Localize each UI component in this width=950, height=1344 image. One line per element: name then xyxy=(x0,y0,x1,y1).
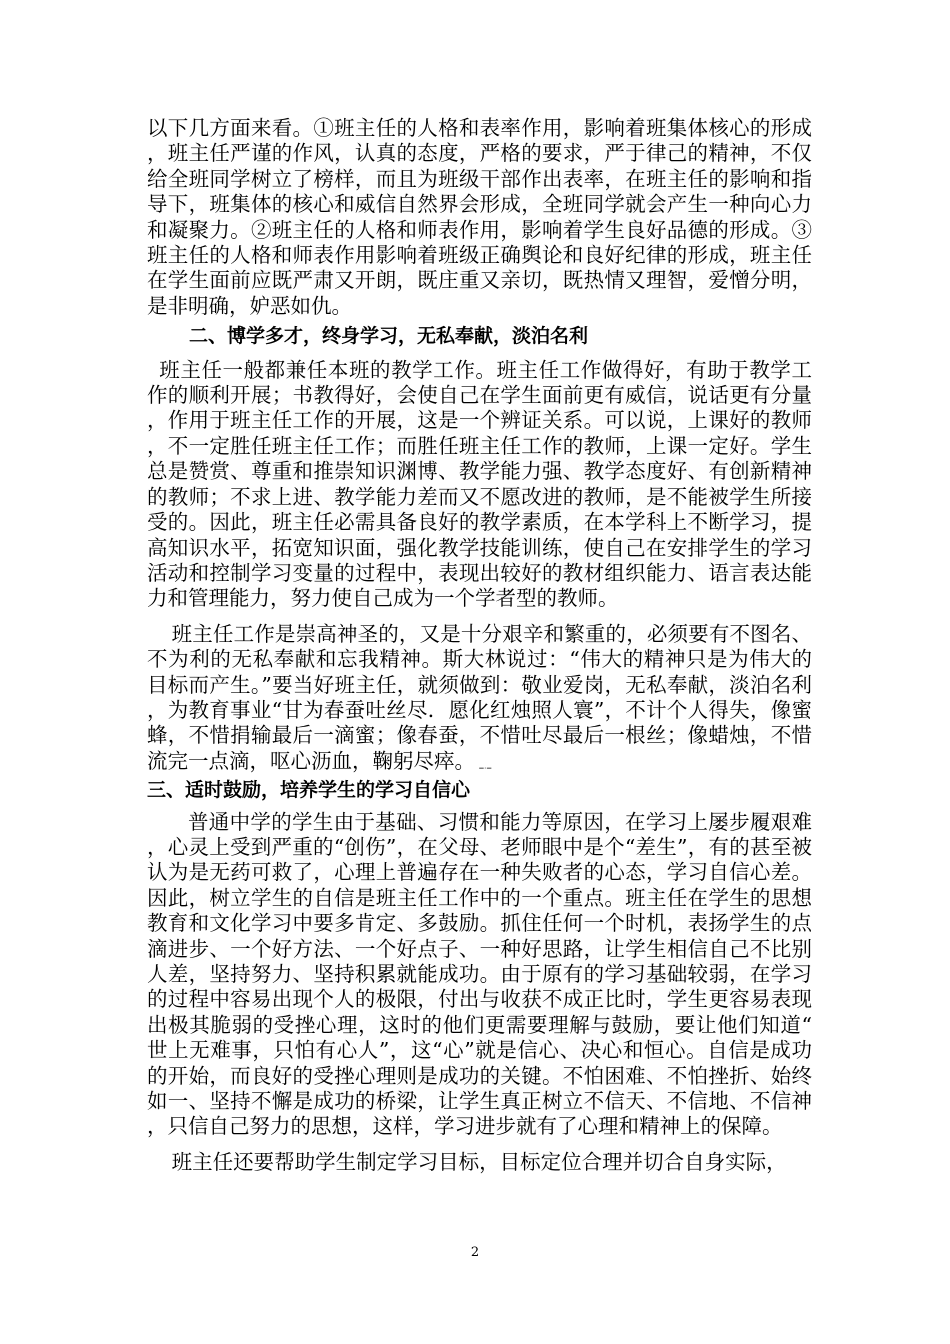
paragraph-2: 班主任一般都兼任本班的教学工作。班主任工作做得好，有助于教学工作的顺利开展；书教得好，会使自己在学生面前更有威信，说话更有分量，作用于班主任工作的开展，这是一个辨证关系。可以说，上课好的教师，不一定胜任班主任工作；而胜任班主任工作的教师，上课一定好。学生总是赞赏、尊重和推崇知识渊博、教学能力强、教学态度好、有创新精神的教师；不求上进、教学能力差而又不愿改进的教师，是不能被学生所接受的。因此，班主任必需具备良好的教学素质，在本学科上不断学习，提高知识水平，拓宽知识面，强化教学技能训练，使自己在安排学生的学习活动和控制学习变量的过程中，表现出较好的教材组织能力、语言表达能力和管理能力，努力使自己成为一个学者型的教师。 xyxy=(147,357,812,611)
section-heading-2: 二、博学多才，终身学习，无私奉献，淡泊名利 xyxy=(189,325,589,348)
paragraph-1: 以下几方面来看。①班主任的人格和表率作用，影响着班集体核心的形成，班主任严谨的作风，认真的态度，严格的要求，严于律己的精神，不仅给全班同学树立了榜样，而且为班级干部作出表率，在班主任的影响和指导下，班集体的核心和威信自然界会形成，全班同学就会产生一种向心力和凝聚力。②班主任的人格和师表作用，影响着学生良好品德的形成。③班主任的人格和师表作用影响着班级正确舆论和良好纪律的形成，班主任在学生面前应既严肃又开朗，既庄重又亲切，既热情又理智，爱憎分明，是非明确，妒恶如仇。 xyxy=(147,116,812,318)
document-page xyxy=(147,116,812,1175)
page-number: 2 xyxy=(470,1245,480,1260)
paragraph-3: 班主任工作是崇高神圣的，又是十分艰辛和繁重的，必须要有不图名、不为利的无私奉献和忘我精神。斯大林说过：“伟大的精神只是为伟大的目标而产生。”要当好班主任，就须做到：敬业爱岗，无私奉献，淡泊名利，为教育事业“甘为春蚕吐丝尽．愿化红烛照人寰”，不计个人得失，像蜜蜂，不惜捐输最后一滴蜜；像春蚕，不惜吐尽最后一根丝；像蜡烛，不惜流完一点滴，呕心沥血，鞠躬尽瘁。﹎ xyxy=(147,621,812,773)
section-heading-3: 三、适时鼓励，培养学生的学习自信心 xyxy=(147,779,471,802)
paragraph-4: 普通中学的学生由于基础、习惯和能力等原因，在学习上屡步履艰难，心灵上受到严重的“创伤”，在父母、老师眼中是个“差生”，有的甚至被认为是无药可救了，心理上普遍存在一种失败者的心态，学习自信心差。因此，树立学生的自信是班主任工作中的一个重点。班主任在学生的思想教育和文化学习中要多肯定、多鼓励。抓住任何一个时机，表扬学生的点滴进步、一个好方法、一个好点子、一种好思路，让学生相信自己不比别人差，坚持努力、坚持积累就能成功。由于原有的学习基础较弱，在学习的过程中容易出现个人的极限，付出与收获不成正比时，学生更容易表现出极其脆弱的受挫心理，这时的他们更需要理解与鼓励，要让他们知道“世上无难事，只怕有心人”，这“心”就是信心、决心和恒心。自信是成功的开始，而良好的受挫心理则是成功的关键。不怕困难、不怕挫折、始终如一、坚持不懈是成功的桥梁，让学生真正树立不信天、不信地、不信神，只信自己努力的思想，这样，学习进步就有了心理和精神上的保障。 xyxy=(147,809,812,1139)
paragraph-5: 班主任还要帮助学生制定学习目标，目标定位合理并切合自身实际， xyxy=(171,1149,787,1174)
